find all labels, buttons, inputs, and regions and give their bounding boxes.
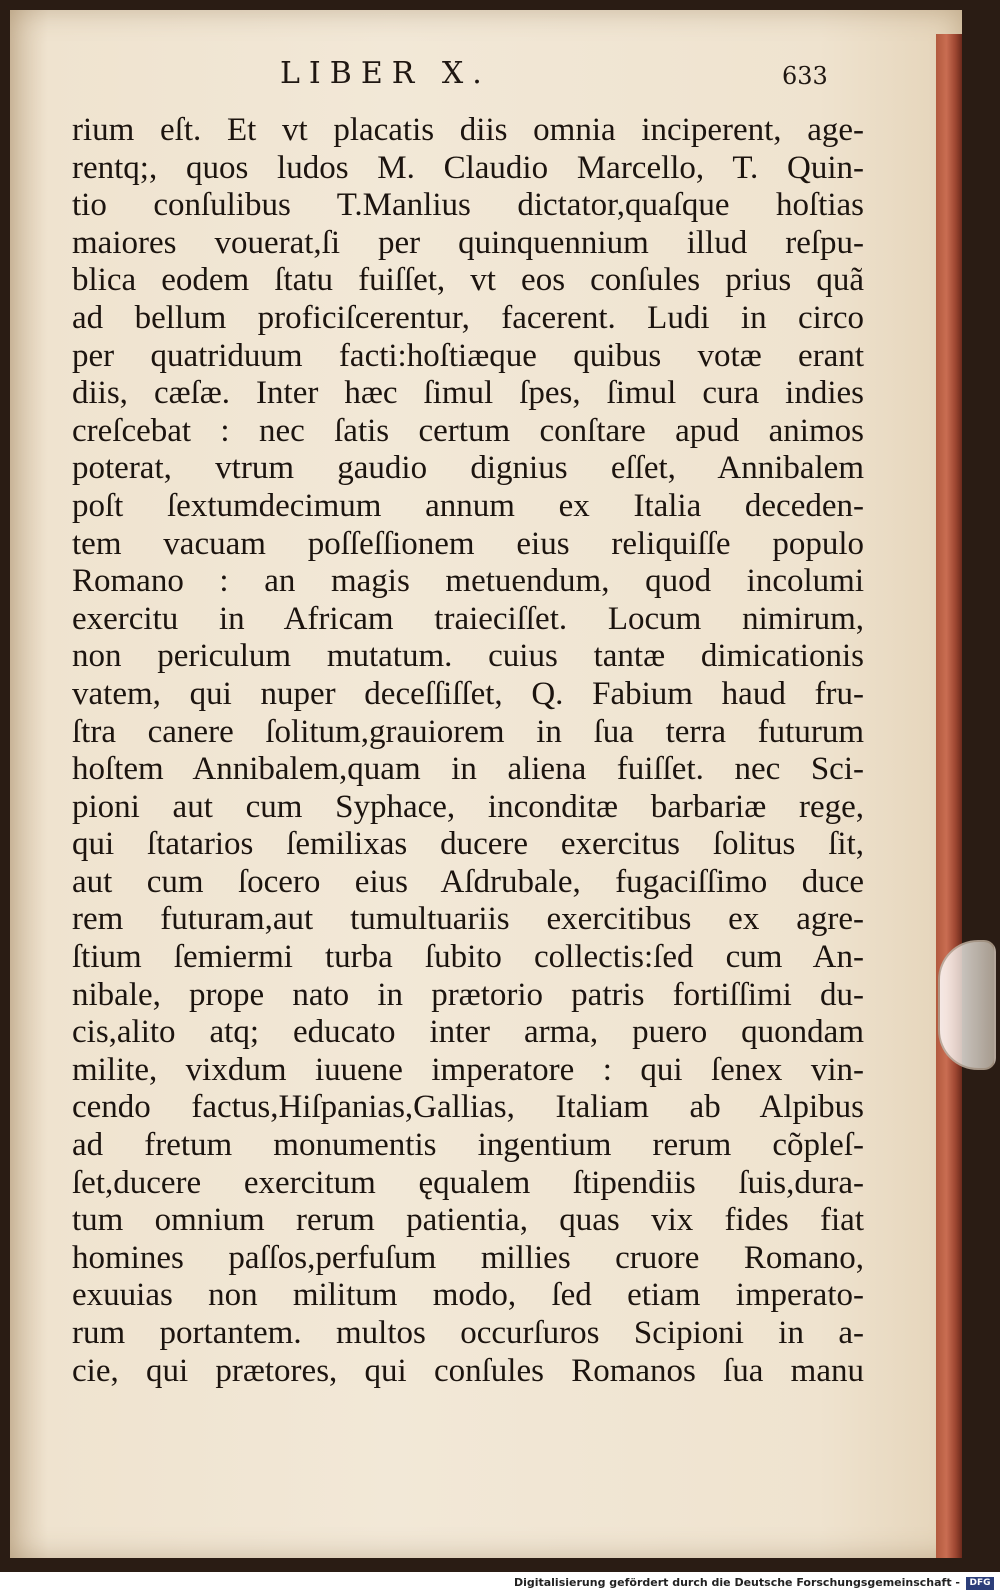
text-line: cie, qui prætores, qui conſules Romanos ſua manu (72, 1352, 864, 1389)
footer-bar (0, 1572, 1000, 1596)
text-line: rum portantem. multos occurſuros Scipioni in a- (72, 1315, 864, 1351)
text-line: creſcebat : nec ſatis certum conſtare apud animos (72, 412, 864, 449)
text-line: rium eſt. Et vt placatis diis omnia inciperent, age- (72, 112, 864, 148)
page-number: 633 (782, 62, 828, 90)
text-line: tum omnium rerum patientia, quas vix fides fiat (72, 1202, 864, 1239)
text-line: rentq;, quos ludos M. Claudio Marcello, T. Quin- (72, 149, 864, 186)
text-line: ad fretum monumentis ingentium rerum cõpleſ- (72, 1127, 864, 1164)
text-line: pioni aut cum Syphace, inconditæ barbariæ rege, (72, 788, 864, 825)
text-line: tem vacuam poſſeſſionem eius reliquiſſe populo (72, 525, 864, 562)
text-line: blica eodem ſtatu fuiſſet, vt eos conſules prius quã (72, 262, 864, 299)
text-line: milite, vixdum iuuene imperatore : qui ſenex vin- (72, 1051, 864, 1088)
text-line: nibale, prope nato in prætorio patris fortiſſimi du- (72, 976, 864, 1013)
book-page (10, 10, 962, 1558)
running-head: LIBER X. (280, 56, 491, 91)
body-text (72, 112, 864, 1390)
text-line: maiores vouerat,ſi per quinquennium illud reſpu- (72, 224, 864, 261)
text-line: cendo factus,Hiſpanias,Gallias, Italiam ab Alpibus (72, 1089, 864, 1126)
text-line: diis, cæſæ. Inter hæc ſimul ſpes, ſimul cura indies (72, 375, 864, 412)
text-line: qui ſtatarios ſemilixas ducere exercitus ſolitus ſit, (72, 826, 864, 863)
text-line: homines paſſos,perfuſum millies cruore Romano, (72, 1239, 864, 1276)
page-clip (938, 940, 996, 1070)
text-line: ſtium ſemiermi turba ſubito collectis:ſed cum An- (72, 939, 864, 976)
text-line: rem futuram,aut tumultuariis exercitibus ex agre- (72, 901, 864, 938)
text-line: exuuias non militum modo, ſed etiam imperato- (72, 1277, 864, 1314)
text-line: ad bellum proficiſcerentur, facerent. Ludi in circo (72, 299, 864, 336)
text-line: poſt ſextumdecimum annum ex Italia deceden- (72, 487, 864, 524)
text-line: cis,alito atq; educato inter arma, puero quondam (72, 1014, 864, 1051)
text-line: hoſtem Annibalem,quam in aliena fuiſſet. nec Sci- (72, 751, 864, 788)
text-line: ſet,ducere exercitum ęqualem ſtipendiis ſuis,dura- (72, 1164, 864, 1201)
text-line: per quatriduum facti:hoſtiæque quibus votæ erant (72, 337, 864, 374)
text-line: ſtra canere ſolitum,grauiorem in ſua terra futurum (72, 713, 864, 750)
text-line: exercitu in Africam traieciſſet. Locum nimirum, (72, 600, 864, 637)
text-line: non periculum mutatum. cuius tantæ dimicationis (72, 638, 864, 675)
text-line: vatem, qui nuper deceſſiſſet, Q. Fabium haud fru- (72, 675, 864, 712)
text-line: Romano : an magis metuendum, quod incolumi (72, 563, 864, 600)
text-line: poterat, vtrum gaudio dignius eſſet, Annibalem (72, 450, 864, 487)
text-line: tio conſulibus T.Manlius dictator,quaſque hoſtias (72, 187, 864, 224)
dfg-logo: DFG (966, 1577, 994, 1590)
text-line: aut cum ſocero eius Aſdrubale, fugaciſſimo duce (72, 863, 864, 900)
footer-credit: Digitalisierung gefördert durch die Deutsche Forschungsgemeinschaft - (513, 1576, 960, 1589)
red-fore-edge (936, 34, 962, 1558)
